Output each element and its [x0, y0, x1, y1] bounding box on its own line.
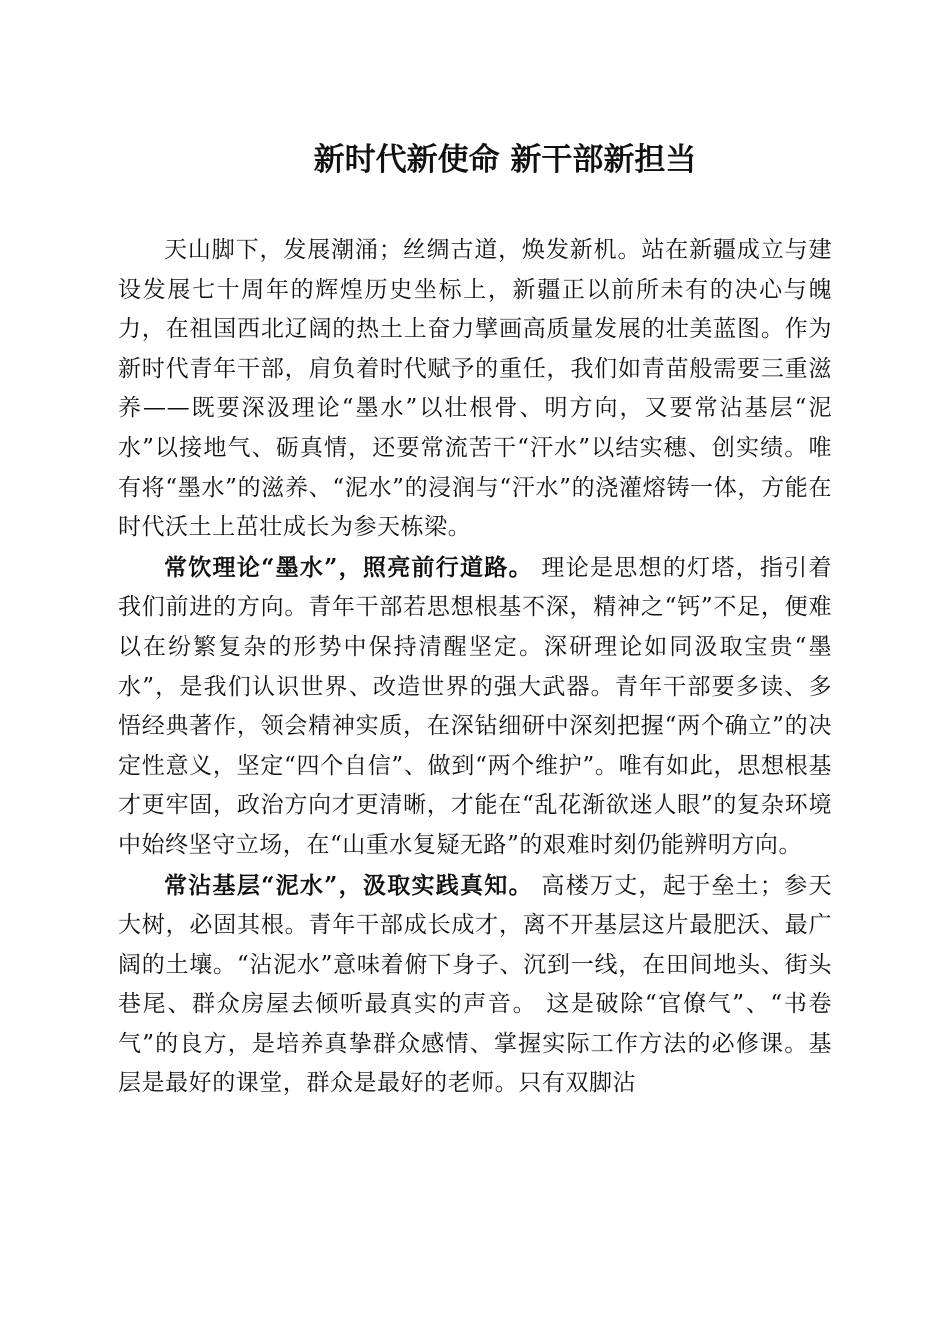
document-body — [118, 231, 832, 1104]
paragraph-grassroots — [118, 866, 832, 1105]
paragraph-intro — [118, 231, 832, 548]
document-title: 新时代新使命 新干部新担当 — [313, 142, 697, 178]
paragraph-text: 理论是思想的灯塔，指引着我们前进的方向。青年干部若思想根基不深，精神之“钙”不足，便难以在纷繁复杂的形势中保持清醒坚定。深研理论如同汲取宝贵“墨水”，是我们认识世界、改造世界的强大武器。青年干部要多读、多悟经典著作，领会精神实质，在深钻细研中深刻把握“两个确立”的决定性意义，坚定“四个自信”、做到“两个维护”。唯有如此，思想根基才更牢固，政治方向才更清晰，才能在“乱花渐欲迷人眼”的复杂环境中始终坚守立场，在“山重水复疑无路”的艰难时刻仍能辨明方向。 — [118, 554, 832, 858]
paragraph-text: 天山脚下，发展潮涌；丝绸古道，焕发新机。站在新疆成立与建设发展七十周年的辉煌历史坐标上，新疆正以前所未有的决心与魄力，在祖国西北辽阔的热土上奋力擘画高质量发展的壮美蓝图。作为新时代青年干部，肩负着时代赋予的重任，我们如青苗般需要三重滋养——既要深汲理论“墨水”以壮根骨、明方向，又要常沾基层“泥水”以接地气、砺真情，还要常流苦干“汗水”以结实穗、创实绩。唯有将“墨水”的滋养、“泥水”的浸润与“汗水”的浇灌熔铸一体，方能在时代沃土上茁壮成长为参天栋梁。 — [118, 237, 832, 541]
paragraph-theory — [118, 548, 832, 866]
paragraph-text: 高楼万丈，起于垒土；参天大树，必固其根。青年干部成长成才，离不开基层这片最肥沃、最广阔的土壤。“沾泥水”意味着俯下身子、沉到一线，在田间地头、街头巷尾、群众房屋去倾听最真实的声音。 这是破除“官僚气”、“书卷气”的良方，是培养真挚群众感情、掌握实际工作方法的必修课。基层是最好的课堂，群众是最好的老师。只有双脚沾 — [118, 872, 832, 1097]
paragraph-lead: 常沾基层“泥水”，汲取实践真知。 — [164, 871, 533, 899]
paragraph-lead: 常饮理论“墨水”，照亮前行道路。 — [164, 553, 533, 581]
